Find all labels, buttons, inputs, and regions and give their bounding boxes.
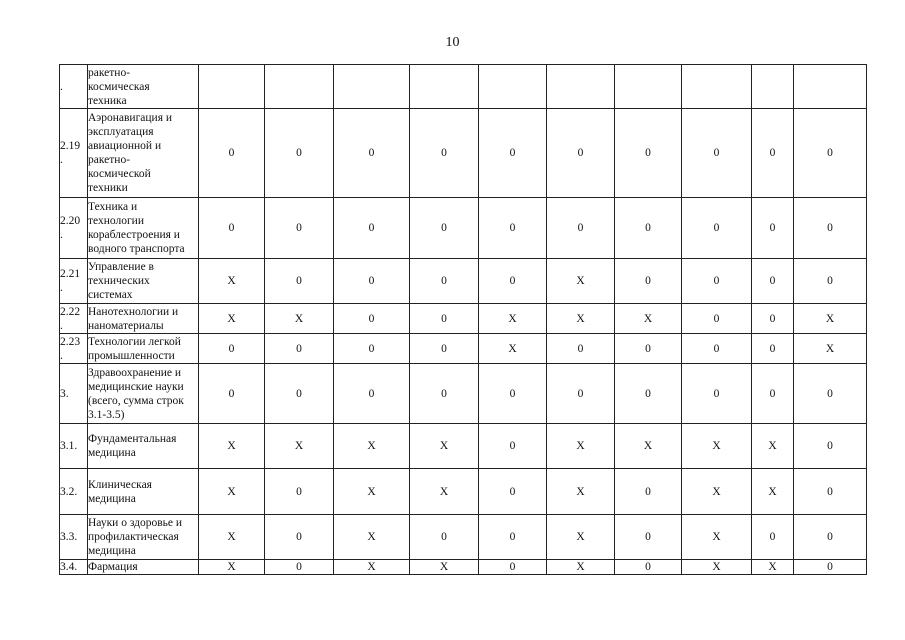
table-row: [60, 560, 867, 575]
value-cell: X: [199, 304, 265, 334]
row-name: Нанотехнологии и наноматериалы: [88, 304, 199, 334]
value-cell: [615, 65, 682, 109]
value-cell: X: [682, 424, 752, 469]
value-cell: 0: [752, 515, 794, 560]
row-name: Здравоохранение и медицинские науки (всего, сумма строк 3.1-3.5): [88, 364, 199, 424]
table-row: [60, 304, 867, 334]
value-cell: 0: [334, 259, 410, 304]
value-cell: X: [547, 560, 615, 575]
row-number: 3.3.: [60, 515, 88, 560]
value-cell: 0: [682, 259, 752, 304]
value-cell: 0: [794, 515, 867, 560]
value-cell: 0: [265, 259, 334, 304]
value-cell: 0: [615, 364, 682, 424]
value-cell: 0: [410, 304, 479, 334]
value-cell: X: [199, 469, 265, 515]
table-row: [60, 198, 867, 259]
row-name: Техника и технологии кораблестроения и водного транспорта: [88, 198, 199, 259]
value-cell: 0: [682, 364, 752, 424]
value-cell: 0: [479, 198, 547, 259]
value-cell: 0: [752, 334, 794, 364]
row-number: 3.1.: [60, 424, 88, 469]
value-cell: [334, 65, 410, 109]
value-cell: 0: [265, 364, 334, 424]
value-cell: 0: [334, 364, 410, 424]
value-cell: X: [682, 515, 752, 560]
value-cell: 0: [265, 560, 334, 575]
value-cell: X: [479, 334, 547, 364]
value-cell: X: [615, 424, 682, 469]
value-cell: X: [682, 560, 752, 575]
row-name: Технологии легкой промышленности: [88, 334, 199, 364]
value-cell: 0: [265, 109, 334, 198]
table-row: [60, 515, 867, 560]
row-number: 2.19 .: [60, 109, 88, 198]
value-cell: X: [752, 560, 794, 575]
row-name: Клиническая медицина: [88, 469, 199, 515]
value-cell: 0: [752, 364, 794, 424]
table-row: [60, 65, 867, 109]
value-cell: X: [794, 304, 867, 334]
value-cell: 0: [794, 560, 867, 575]
row-name: ракетно- космическая техника: [88, 65, 199, 109]
value-cell: X: [334, 560, 410, 575]
value-cell: 0: [410, 198, 479, 259]
value-cell: 0: [479, 259, 547, 304]
value-cell: 0: [752, 304, 794, 334]
row-name: Аэронавигация и эксплуатация авиационной и ракетно- космической техники: [88, 109, 199, 198]
value-cell: 0: [410, 334, 479, 364]
value-cell: X: [479, 304, 547, 334]
value-cell: 0: [334, 334, 410, 364]
value-cell: 0: [547, 198, 615, 259]
value-cell: 0: [615, 198, 682, 259]
row-number: .: [60, 65, 88, 109]
row-number: 2.22 .: [60, 304, 88, 334]
value-cell: X: [334, 515, 410, 560]
table-row: [60, 424, 867, 469]
value-cell: X: [334, 424, 410, 469]
value-cell: 0: [682, 198, 752, 259]
row-number: 3.: [60, 364, 88, 424]
value-cell: X: [547, 469, 615, 515]
row-name: Управление в технических системах: [88, 259, 199, 304]
value-cell: X: [265, 304, 334, 334]
value-cell: X: [334, 469, 410, 515]
value-cell: 0: [199, 109, 265, 198]
row-number: 2.21 .: [60, 259, 88, 304]
value-cell: 0: [682, 109, 752, 198]
value-cell: [794, 65, 867, 109]
value-cell: 0: [794, 109, 867, 198]
value-cell: 0: [334, 304, 410, 334]
value-cell: X: [752, 469, 794, 515]
row-number: 2.20 .: [60, 198, 88, 259]
value-cell: X: [199, 515, 265, 560]
value-cell: 0: [199, 364, 265, 424]
table-row: [60, 109, 867, 198]
value-cell: 0: [615, 515, 682, 560]
value-cell: [547, 65, 615, 109]
value-cell: 0: [752, 259, 794, 304]
value-cell: 0: [199, 334, 265, 364]
value-cell: X: [265, 424, 334, 469]
value-cell: X: [410, 469, 479, 515]
row-name: Фундаментальная медицина: [88, 424, 199, 469]
value-cell: 0: [199, 198, 265, 259]
value-cell: 0: [794, 424, 867, 469]
table-body: [60, 65, 867, 575]
value-cell: X: [615, 304, 682, 334]
value-cell: [479, 65, 547, 109]
value-cell: 0: [479, 515, 547, 560]
value-cell: [410, 65, 479, 109]
row-number: 2.23 .: [60, 334, 88, 364]
value-cell: 0: [479, 424, 547, 469]
value-cell: 0: [410, 364, 479, 424]
value-cell: 0: [615, 560, 682, 575]
value-cell: [682, 65, 752, 109]
value-cell: 0: [682, 334, 752, 364]
table-row: [60, 469, 867, 515]
value-cell: 0: [410, 259, 479, 304]
value-cell: 0: [752, 109, 794, 198]
value-cell: 0: [615, 109, 682, 198]
value-cell: 0: [479, 560, 547, 575]
value-cell: [199, 65, 265, 109]
value-cell: [752, 65, 794, 109]
table-row: [60, 364, 867, 424]
row-name: Фармация: [88, 560, 199, 575]
value-cell: 0: [615, 259, 682, 304]
value-cell: 0: [615, 469, 682, 515]
value-cell: 0: [265, 198, 334, 259]
value-cell: 0: [794, 259, 867, 304]
value-cell: 0: [334, 109, 410, 198]
value-cell: X: [410, 424, 479, 469]
value-cell: X: [794, 334, 867, 364]
value-cell: [265, 65, 334, 109]
value-cell: 0: [547, 109, 615, 198]
value-cell: X: [410, 560, 479, 575]
value-cell: 0: [410, 109, 479, 198]
value-cell: 0: [794, 469, 867, 515]
value-cell: X: [199, 424, 265, 469]
table-row: [60, 259, 867, 304]
value-cell: 0: [615, 334, 682, 364]
page-number: 10: [445, 35, 460, 50]
value-cell: X: [547, 259, 615, 304]
row-name: Науки о здоровье и профилактическая медицина: [88, 515, 199, 560]
value-cell: 0: [752, 198, 794, 259]
value-cell: 0: [794, 364, 867, 424]
value-cell: 0: [265, 515, 334, 560]
value-cell: 0: [547, 334, 615, 364]
value-cell: 0: [265, 334, 334, 364]
value-cell: X: [752, 424, 794, 469]
value-cell: X: [199, 259, 265, 304]
value-cell: X: [682, 469, 752, 515]
value-cell: X: [547, 304, 615, 334]
value-cell: 0: [479, 109, 547, 198]
table-row: [60, 334, 867, 364]
row-number: 3.4.: [60, 560, 88, 575]
data-table: [59, 64, 867, 575]
value-cell: 0: [479, 469, 547, 515]
value-cell: 0: [479, 364, 547, 424]
value-cell: 0: [410, 515, 479, 560]
value-cell: 0: [682, 304, 752, 334]
value-cell: X: [199, 560, 265, 575]
row-number: 3.2.: [60, 469, 88, 515]
value-cell: X: [547, 515, 615, 560]
value-cell: 0: [265, 469, 334, 515]
value-cell: X: [547, 424, 615, 469]
value-cell: 0: [547, 364, 615, 424]
value-cell: 0: [794, 198, 867, 259]
value-cell: 0: [334, 198, 410, 259]
